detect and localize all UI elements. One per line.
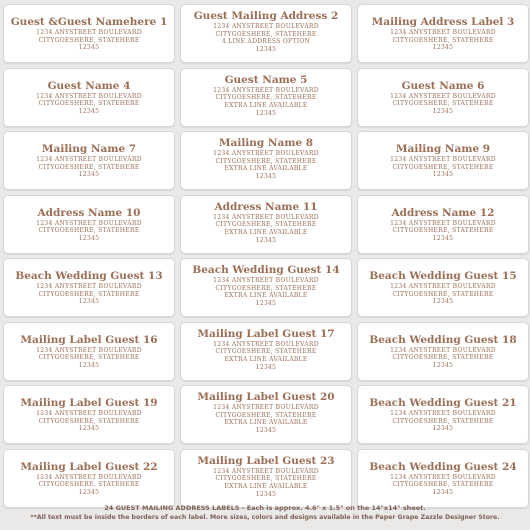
label-recipient-name: Mailing Name 7 — [41, 143, 137, 156]
label-recipient-name: Beach Wedding Guest 14 — [192, 264, 340, 277]
label-recipient-name: Mailing Label Guest 23 — [197, 454, 335, 467]
label-address-line: 1234 ANYSTREET BOULEVARD — [213, 86, 319, 94]
label-address-line: 12345 — [255, 300, 277, 308]
label-address-line: 1234 ANYSTREET BOULEVARD — [390, 473, 496, 481]
address-label — [180, 449, 352, 508]
label-address-line: 1234 ANYSTREET BOULEVARD — [36, 156, 142, 164]
label-address-line: 12345 — [432, 298, 454, 306]
label-address-line: 12345 — [432, 361, 454, 369]
label-address-line: 4 LINE ADDRESS OPTION — [221, 38, 311, 46]
footer-line-1: 24 GUEST MAILING ADDRESS LABELS - Each is approx. 4.6" x 1.5" on the 14"x14" sheet. — [104, 504, 426, 512]
address-label — [3, 322, 175, 381]
label-address-line: CITYGOESHERE, STATEHERE — [38, 481, 140, 489]
label-recipient-name: Guest Name 5 — [224, 73, 308, 86]
label-address-line: 1234 ANYSTREET BOULEVARD — [390, 283, 496, 291]
label-recipient-name: Guest &Guest Namehere 1 — [10, 16, 168, 29]
label-address-line: CITYGOESHERE, STATEHERE — [215, 30, 317, 38]
label-address-line: 12345 — [432, 107, 454, 115]
label-address-line: 1234 ANYSTREET BOULEVARD — [213, 277, 319, 285]
label-address-line: 1234 ANYSTREET BOULEVARD — [390, 29, 496, 37]
address-label — [357, 385, 529, 444]
label-address-line: 1234 ANYSTREET BOULEVARD — [36, 473, 142, 481]
address-label — [3, 385, 175, 444]
label-address-line: 12345 — [78, 488, 100, 496]
label-address-line: 12345 — [432, 425, 454, 433]
label-address-line: CITYGOESHERE, STATEHERE — [215, 411, 317, 419]
label-address-line: CITYGOESHERE, STATEHERE — [38, 417, 140, 425]
address-label — [357, 68, 529, 127]
address-label — [180, 195, 352, 254]
address-label — [3, 449, 175, 508]
label-address-line: 1234 ANYSTREET BOULEVARD — [390, 156, 496, 164]
address-label — [357, 4, 529, 63]
label-address-line: 1234 ANYSTREET BOULEVARD — [390, 219, 496, 227]
footer-line-2: **All text must be inside the borders of each label. More sizes, colors and designs available in the Paper Grape Zazzle Designer Store. — [30, 514, 500, 521]
label-address-line: CITYGOESHERE, STATEHERE — [38, 354, 140, 362]
label-address-line: 12345 — [255, 236, 277, 244]
address-label — [180, 322, 352, 381]
label-address-line: 1234 ANYSTREET BOULEVARD — [390, 410, 496, 418]
label-address-line: 12345 — [255, 363, 277, 371]
label-address-line: CITYGOESHERE, STATEHERE — [392, 290, 494, 298]
label-recipient-name: Guest Name 6 — [401, 79, 485, 92]
label-address-line: CITYGOESHERE, STATEHERE — [38, 36, 140, 44]
footer — [0, 504, 530, 522]
label-address-line: 1234 ANYSTREET BOULEVARD — [213, 340, 319, 348]
address-label — [357, 322, 529, 381]
label-address-line: CITYGOESHERE, STATEHERE — [392, 163, 494, 171]
label-recipient-name: Mailing Address Label 3 — [371, 16, 515, 29]
label-address-line: 1234 ANYSTREET BOULEVARD — [213, 467, 319, 475]
label-address-line: CITYGOESHERE, STATEHERE — [38, 100, 140, 108]
label-address-line: CITYGOESHERE, STATEHERE — [392, 100, 494, 108]
label-address-line: EXTRA LINE AVAILABLE — [224, 355, 308, 363]
label-recipient-name: Address Name 11 — [214, 200, 318, 213]
label-address-line: CITYGOESHERE, STATEHERE — [38, 227, 140, 235]
address-label — [357, 131, 529, 190]
label-address-line: 12345 — [432, 44, 454, 52]
label-address-line: 1234 ANYSTREET BOULEVARD — [36, 410, 142, 418]
label-address-line: 12345 — [78, 44, 100, 52]
label-recipient-name: Guest Mailing Address 2 — [193, 10, 339, 23]
label-address-line: CITYGOESHERE, STATEHERE — [392, 227, 494, 235]
label-recipient-name: Mailing Label Guest 20 — [197, 391, 335, 404]
label-recipient-name: Mailing Label Guest 22 — [20, 460, 158, 473]
address-label — [3, 195, 175, 254]
label-recipient-name: Beach Wedding Guest 13 — [15, 270, 163, 283]
address-label — [3, 68, 175, 127]
label-recipient-name: Beach Wedding Guest 15 — [369, 270, 517, 283]
label-address-line: 12345 — [78, 234, 100, 242]
label-recipient-name: Mailing Name 9 — [395, 143, 491, 156]
label-address-line: 1234 ANYSTREET BOULEVARD — [213, 150, 319, 158]
address-label — [3, 4, 175, 63]
label-address-line: 12345 — [78, 171, 100, 179]
address-label — [180, 68, 352, 127]
label-address-line: 12345 — [78, 361, 100, 369]
label-address-line: EXTRA LINE AVAILABLE — [224, 419, 308, 427]
label-address-line: EXTRA LINE AVAILABLE — [224, 482, 308, 490]
label-recipient-name: Beach Wedding Guest 21 — [369, 397, 517, 410]
label-address-line: 12345 — [255, 109, 277, 117]
label-address-line: 1234 ANYSTREET BOULEVARD — [213, 23, 319, 31]
label-address-line: 12345 — [255, 490, 277, 498]
label-address-line: 1234 ANYSTREET BOULEVARD — [213, 404, 319, 412]
label-recipient-name: Beach Wedding Guest 24 — [369, 460, 517, 473]
label-recipient-name: Mailing Label Guest 16 — [20, 333, 158, 346]
address-label — [3, 131, 175, 190]
label-address-line: 1234 ANYSTREET BOULEVARD — [36, 283, 142, 291]
label-address-line: 12345 — [255, 46, 277, 54]
label-address-line: 1234 ANYSTREET BOULEVARD — [390, 92, 496, 100]
label-recipient-name: Mailing Name 8 — [218, 137, 314, 150]
label-address-line: 12345 — [255, 427, 277, 435]
label-address-line: 12345 — [432, 171, 454, 179]
label-address-line: 12345 — [255, 173, 277, 181]
label-address-line: 1234 ANYSTREET BOULEVARD — [36, 346, 142, 354]
label-address-line: CITYGOESHERE, STATEHERE — [392, 354, 494, 362]
label-address-line: 1234 ANYSTREET BOULEVARD — [390, 346, 496, 354]
label-recipient-name: Mailing Label Guest 19 — [20, 397, 158, 410]
address-label — [180, 131, 352, 190]
label-address-line: CITYGOESHERE, STATEHERE — [392, 481, 494, 489]
label-address-line: 1234 ANYSTREET BOULEVARD — [36, 92, 142, 100]
label-address-line: 12345 — [78, 298, 100, 306]
label-address-line: 12345 — [432, 234, 454, 242]
label-grid — [0, 4, 530, 504]
address-label — [3, 258, 175, 317]
label-recipient-name: Guest Name 4 — [47, 79, 131, 92]
label-address-line: CITYGOESHERE, STATEHERE — [38, 163, 140, 171]
label-recipient-name: Beach Wedding Guest 18 — [369, 333, 517, 346]
label-address-line: CITYGOESHERE, STATEHERE — [215, 221, 317, 229]
label-recipient-name: Mailing Label Guest 17 — [197, 327, 335, 340]
label-address-line: EXTRA LINE AVAILABLE — [224, 165, 308, 173]
address-label — [357, 449, 529, 508]
label-address-line: EXTRA LINE AVAILABLE — [224, 101, 308, 109]
label-address-line: CITYGOESHERE, STATEHERE — [215, 157, 317, 165]
label-address-line: 1234 ANYSTREET BOULEVARD — [213, 213, 319, 221]
label-address-line: CITYGOESHERE, STATEHERE — [38, 290, 140, 298]
label-address-line: 12345 — [432, 488, 454, 496]
address-label — [357, 258, 529, 317]
label-address-line: CITYGOESHERE, STATEHERE — [215, 284, 317, 292]
label-address-line: 12345 — [78, 425, 100, 433]
label-address-line: CITYGOESHERE, STATEHERE — [215, 475, 317, 483]
label-address-line: CITYGOESHERE, STATEHERE — [392, 36, 494, 44]
label-recipient-name: Address Name 12 — [391, 206, 495, 219]
address-label — [180, 385, 352, 444]
label-address-line: CITYGOESHERE, STATEHERE — [215, 348, 317, 356]
label-address-line: CITYGOESHERE, STATEHERE — [392, 417, 494, 425]
label-address-line: CITYGOESHERE, STATEHERE — [215, 94, 317, 102]
label-address-line: 12345 — [78, 107, 100, 115]
address-label — [180, 4, 352, 63]
label-address-line: EXTRA LINE AVAILABLE — [224, 292, 308, 300]
label-address-line: 1234 ANYSTREET BOULEVARD — [36, 219, 142, 227]
label-recipient-name: Address Name 10 — [37, 206, 141, 219]
address-label — [357, 195, 529, 254]
label-address-line: 1234 ANYSTREET BOULEVARD — [36, 29, 142, 37]
label-address-line: EXTRA LINE AVAILABLE — [224, 228, 308, 236]
address-label — [180, 258, 352, 317]
